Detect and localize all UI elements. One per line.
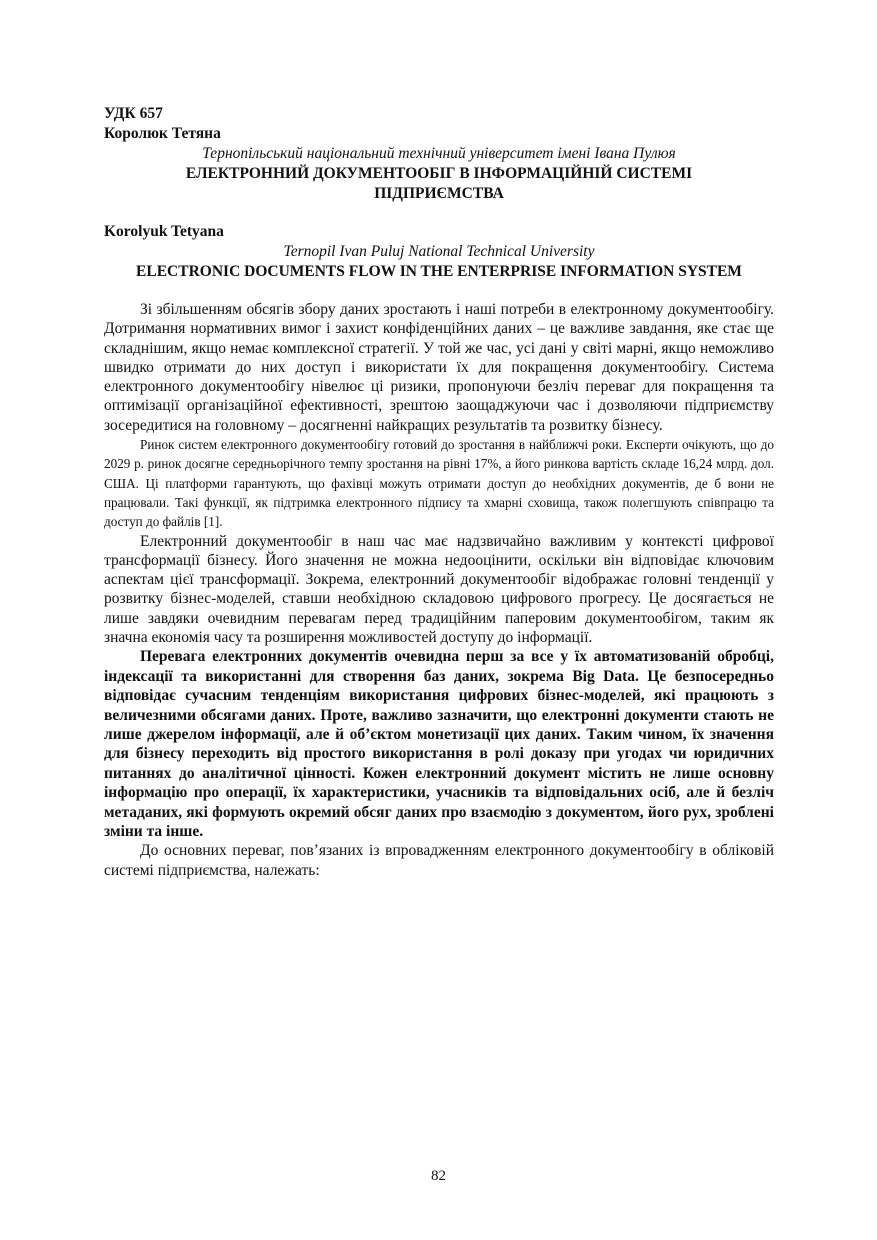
paper-page bbox=[104, 104, 774, 880]
title-en: ELECTRONIC DOCUMENTS FLOW IN THE ENTERPRISE INFORMATION SYSTEM bbox=[136, 263, 742, 280]
title-ua: ЕЛЕКТРОННИЙ ДОКУМЕНТООБІГ В ІНФОРМАЦІЙНІЙ СИСТЕМІ ПІДПРИЄМСТВА bbox=[185, 165, 693, 202]
paragraph-1: Зі збільшенням обсягів збору даних зростають і наші потреби в електронному документообігу. Дотримання нормативних вимог і захист конфіденційних даних – це важливе завдання, яке стає ще складнішим, якщо немає комплексної стратегії. У той же час, усі дані у світі марні, якщо неможливо швидко отримати до них доступ і використати їх для покращення документообігу. Система електронного документообігу нівелює ці ризики, пропонуючи безліч переваг для покращення та оптимізації організаційної ефективності, зрештою заощаджуючи час і дозволяючи підприємству зосередитися на головному – досягненні найкращих результатів та розвитку бізнесу. bbox=[104, 301, 774, 434]
paragraph-4: Перевага електронних документів очевидна перш за все у їх автоматизованій обробці, індексації та використанні для створення баз даних, зокрема Big Data. Це безпосередньо відповідає сучасним тенденціям використання цифрових бізнес-моделей, які працюють з величезними обсягами даних. Проте, важливо зазначити, що електронні документи стають не лише джерелом інформації, але й об’єктом монетизації цих даних. Таким чином, їх значення для бізнесу переходить від простого використання в ролі доказу при угодах чи юридичних питаннях до аналітичної цінності. Кожен електронний документ містить не лише основну інформацію про операції, їх характеристики, учасників та відповідальних осіб, але й безліч метаданих, які формують окремий обсяг даних про взаємодію з документом, його рух, зроблені зміни та інше. bbox=[104, 648, 774, 840]
page-number: 82 bbox=[431, 1168, 446, 1184]
spacer bbox=[104, 282, 774, 300]
udk-code: УДК 657 bbox=[104, 105, 163, 122]
affiliation-en: Ternopil Ivan Puluj National Technical University bbox=[283, 243, 595, 260]
paragraph-3: Електронний документообіг в наш час має надзвичайно важливим у контексті цифрової трансформації бізнесу. Його значення не можна недооцінити, оскільки він відповідає ключовим аспектам цієї трансформації. Зокрема, електронний документообіг відображає головні тенденції у розвитку бізнес-моделей, ставши необхідною складовою цифрового прогресу. Це досягається не лише завдяки очевидним перевагам перед традиційним паперовим документообігом, таким як значна економія часу та розширення можливостей доступу до інформації. bbox=[104, 532, 774, 647]
spacer bbox=[104, 204, 774, 222]
author-ua: Королюк Тетяна bbox=[104, 125, 221, 142]
paragraph-2: Ринок систем електронного документообігу готовий до зростання в найближчі роки. Експерти очікують, що до 2029 р. ринок досягне середньорічного темпу зростання на рівні 17%, а його ринкова вартість складе 16,24 млрд. дол. США. Ці платформи гарантують, що фахівці можуть отримати доступ до необхідних документів, де б вони не працювали. Такі функції, як підтримка електронного підпису та хмарні сховища, також полегшують співпрацю та доступ до файлів [1]. bbox=[104, 437, 774, 530]
paragraph-5: До основних переваг, пов’язаних із впровадженням електронного документообігу в обліковій системі підприємства, належать: bbox=[104, 842, 774, 879]
author-en: Korolyuk Tetyana bbox=[104, 223, 224, 240]
affiliation-ua: Тернопільський національний технічний університет імені Івана Пулюя bbox=[202, 145, 676, 162]
